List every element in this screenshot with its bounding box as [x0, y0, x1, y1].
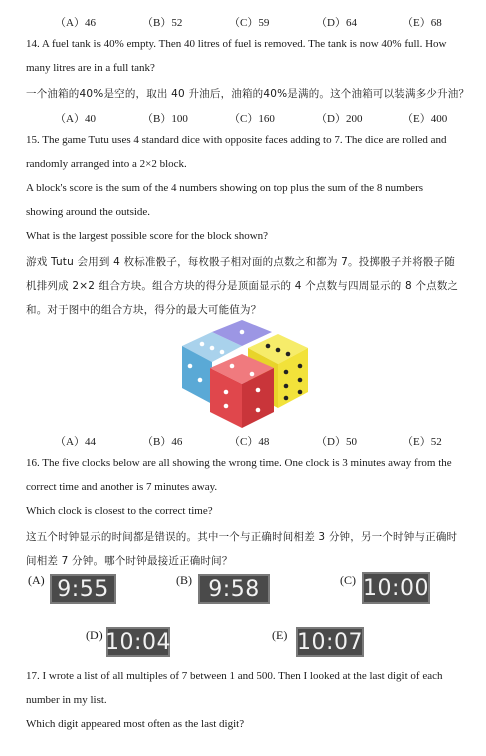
q14-text-line2: many litres are in a full tank? — [26, 62, 155, 74]
q14-option-d: （D）200 — [316, 113, 363, 125]
q15-chinese-line3: 和。对于图中的组合方块，得分的最大可能值为？ — [26, 304, 262, 316]
q15-option-a: （A）44 — [55, 436, 96, 448]
clock-c-display: 10:00 — [362, 572, 430, 604]
q14-chinese: 一个油箱的40%是空的，取出 40 升油后，油箱的40%是满的。这个油箱可以装满多少升油？ — [26, 88, 470, 100]
q15-text-line4: showing around the outside. — [26, 206, 151, 218]
q13-option-b: （B）52 — [142, 17, 183, 29]
q17-text-line3: Which digit appeared most often as the last digit? — [26, 718, 245, 730]
q15-option-e: （E）52 — [402, 436, 442, 448]
q13-option-e: （E）68 — [402, 17, 442, 29]
clock-c-label: (C) — [340, 573, 356, 587]
clock-a-display: 9:55 — [50, 574, 116, 604]
clock-b-display: 9:58 — [198, 574, 270, 604]
clock-d-label: (D) — [86, 628, 103, 642]
q13-option-a: （A）46 — [55, 17, 96, 29]
q16-text-line2: correct time and another is 7 minutes away. — [26, 481, 218, 493]
q14-text-line1: 14. A fuel tank is 40% empty. Then 40 litres of fuel is removed. The tank is now 40% full. How — [26, 38, 447, 50]
q15-text-line2: randomly arranged into a 2×2 block. — [26, 158, 187, 170]
q15-chinese-line2: 机排列成 2×2 组合方块。组合方块的得分是顶面显示的 4 个点数与四周显示的 8 个点数之 — [26, 280, 459, 292]
q13-option-d: （D）64 — [316, 17, 357, 29]
clock-d-display: 10:04 — [106, 627, 170, 657]
q17-text-line2: number in my list. — [26, 694, 107, 706]
clock-e-display: 10:07 — [296, 627, 364, 657]
q16-text-line3: Which clock is closest to the correct time? — [26, 505, 213, 517]
q15-chinese-line1: 游戏 Tutu 会用到 4 枚标准骰子，每枚骰子相对面的点数之和都为 7。投掷骰子并将骰子随 — [26, 256, 455, 268]
q13-option-c: （C）59 — [229, 17, 270, 29]
clock-b-label: (B) — [176, 573, 192, 587]
clock-a-label: (A) — [28, 573, 45, 587]
q14-option-a: （A）40 — [55, 113, 96, 125]
q15-option-d: （D）50 — [316, 436, 357, 448]
dice-block-figure — [170, 318, 320, 430]
q14-option-b: （B）100 — [142, 113, 188, 125]
q15-option-b: （B）46 — [142, 436, 183, 448]
q14-option-e: （E）400 — [402, 113, 448, 125]
q15-text-line5: What is the largest possible score for the block shown? — [26, 230, 269, 242]
q15-text-line3: A block's score is the sum of the 4 numbers showing on top plus the sum of the 8 numbers — [26, 182, 424, 194]
q14-option-c: （C）160 — [229, 113, 275, 125]
q16-text-line1: 16. The five clocks below are all showing the wrong time. One clock is 3 minutes away from the — [26, 457, 452, 469]
q15-text-line1: 15. The game Tutu uses 4 standard dice with opposite faces adding to 7. The dice are rolled and — [26, 134, 447, 146]
q16-chinese-line2: 间相差 7 分钟。哪个时钟最接近正确时间？ — [26, 555, 233, 567]
red-die — [210, 354, 274, 428]
clock-e-label: (E) — [272, 628, 288, 642]
q16-chinese-line1: 这五个时钟显示的时间都是错误的。其中一个与正确时间相差 3 分钟，另一个时钟与正确时 — [26, 531, 458, 543]
q15-option-c: （C）48 — [229, 436, 270, 448]
q17-text-line1: 17. I wrote a list of all multiples of 7 between 1 and 500. Then I looked at the last digit of each — [26, 670, 443, 682]
